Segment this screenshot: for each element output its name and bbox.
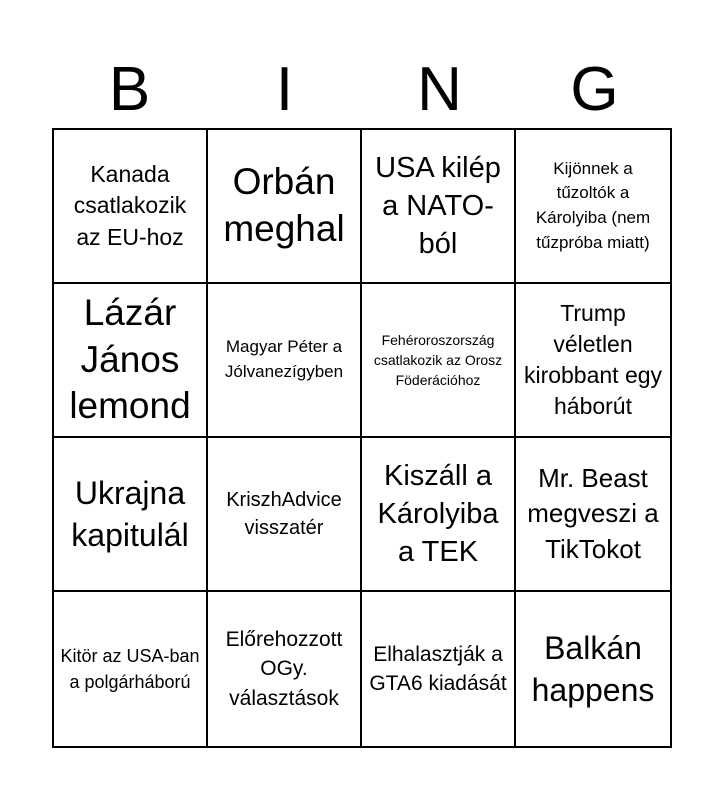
bingo-cell-text: Kiszáll a Károlyiba a TEK (377, 459, 499, 569)
bingo-cell-text: Orbán meghal (223, 161, 345, 249)
bingo-cell-text: Elhalasztják a GTA6 kiadását (369, 642, 507, 695)
bingo-cell-text: Ukrajna kapitulál (71, 474, 189, 553)
header-letter-b: B (108, 55, 151, 124)
header-letter-g: G (570, 55, 619, 124)
bingo-cell-r4c1[interactable] (54, 592, 208, 746)
bingo-cell-text: Kitör az USA-ban a polgárháború (60, 645, 200, 692)
bingo-cell-r4c3[interactable] (362, 592, 516, 746)
bingo-cell-r3c1[interactable] (54, 438, 208, 592)
bingo-cell-r1c3[interactable] (362, 130, 516, 284)
bingo-cell-r4c4[interactable] (516, 592, 670, 746)
bingo-cell-text: Fehéroroszország csatlakozik az Orosz Föderációhoz (373, 331, 503, 389)
bingo-cell-r2c3[interactable] (362, 284, 516, 438)
bingo-cell-r4c2[interactable] (208, 592, 362, 746)
bingo-cell-r3c3[interactable] (362, 438, 516, 592)
bingo-board (52, 128, 672, 748)
bingo-cell-r2c1[interactable] (54, 284, 208, 438)
bingo-cell-r2c4[interactable] (516, 284, 670, 438)
bingo-header (52, 52, 672, 128)
bingo-cell-r2c2[interactable] (208, 284, 362, 438)
bingo-cell-r1c4[interactable] (516, 130, 670, 284)
bingo-cell-r3c4[interactable] (516, 438, 670, 592)
bingo-cell-r1c1[interactable] (54, 130, 208, 284)
bingo-cell-text: Előrehozzott OGy. választások (225, 627, 343, 710)
bingo-cell-text: Kanada csatlakozik az EU-hoz (73, 161, 187, 250)
bingo-cell-text: Lázár János lemond (69, 292, 191, 427)
bingo-cell-text: Magyar Péter a Jólvanezígyben (224, 337, 344, 381)
bingo-cell-text: Balkán happens (531, 629, 655, 708)
bingo-cell-text: KriszhAdvice visszatér (226, 489, 342, 539)
header-letter-i: I (275, 55, 294, 124)
bingo-cell-text: Kijönnek a tűzoltók a Károlyiba (nem tűzpróba miatt) (535, 158, 651, 252)
bingo-cell-text: Mr. Beast megveszi a TikTokot (527, 463, 659, 564)
bingo-cell-r3c2[interactable] (208, 438, 362, 592)
header-letter-n: N (417, 55, 462, 124)
bingo-cell-text: USA kilép a NATO-ból (375, 151, 501, 261)
bingo-cell-text: Trump véletlen kirobbant egy háborút (523, 299, 663, 420)
bingo-cell-r1c2[interactable] (208, 130, 362, 284)
